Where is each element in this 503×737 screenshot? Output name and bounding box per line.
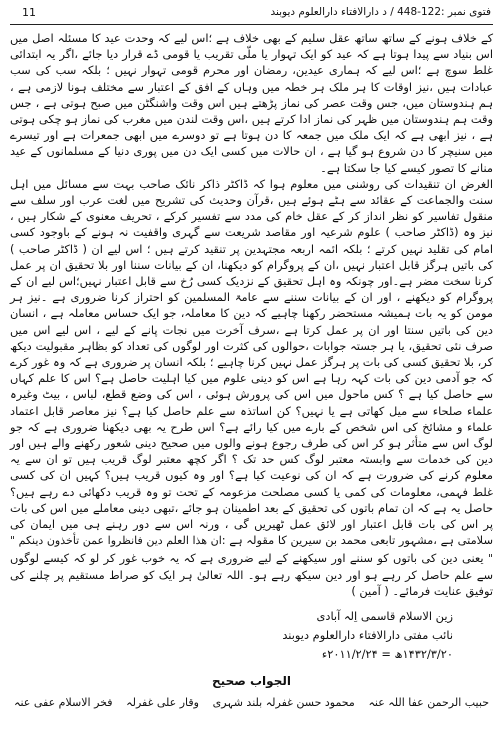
body-paragraph-2 xyxy=(10,176,493,599)
body-paragraph-1: کے خلاف ہونے کے ساتھ ساتھ عقل سلیم کے بھی خلاف ہے ؛اس لیے کہ وحدت عید کا مسئلہ اصل میں اس بنیاد سے پیدا ہوتا ہے کہ عید کو ایک تہوار یا ملّی تقریب یا قومی ڈے قرار دیا جائے ،اگر یہ ابتدائی غلط سوچ ہے ؛اس لیے کہ ہماری عیدین، رمضان اور محرم قومی تہوار نہیں ؛ بلکہ سب کی سب عبادات ہیں ،نیز اوقات کا ہر ملک ہر خطہ میں وہاں کے افق کے اعتبار سے مختلف ہونا لازمی ہے ، ہم ہندوستان میں، جس وقت عصر کی نماز پڑھتے ہیں اس وقت واشنگٹن میں صبح ہوتی ہے ، جس وقت ہم ہندوستان میں ظہر کی نماز ادا کرتے ہیں ،اس وقت لندن میں مغرب کی نماز ہو چکی ہوتی ہے ، نیز ابھی ہے کہ ایک ملک میں جمعہ کا دن ہوتا ہے تو دوسرے میں ابھی جمعرات ہے اور تیسرے میں سنیچر کا دن شروع ہو گیا ہے ، ان حالات میں کسی ایک دن میں پوری دنیا کے مسلمانوں کے عید منانے کا تصور کیسے کیا جا سکتا ہے۔ xyxy=(10,31,493,175)
approver-1: حبیب الرحمن عفا اللہ عنہ xyxy=(368,696,489,710)
approver-3: وقار علی غفرلہ xyxy=(126,696,199,710)
signature-date: ۱۴۳۲/۳/۲۰ھ = ۲۰۱۱/۲/۲۴ء xyxy=(321,647,453,662)
fatwa-reference: فتوی نمبر :122-448 / د دارالافتاء دارالعلوم دیوبند xyxy=(270,6,491,18)
fatwa-body xyxy=(10,30,493,599)
signature-name: زین الاسلام قاسمی اِلہ آبادی xyxy=(316,609,453,624)
header-divider xyxy=(10,24,493,25)
approval-heading: الجواب صحیح xyxy=(212,674,291,689)
page-number: 11 xyxy=(22,6,36,19)
approver-4: فخر الاسلام عفی عنہ xyxy=(14,696,113,710)
page-header xyxy=(10,4,493,22)
body-paragraph-3-text: یعنی دین کی باتوں کو سننے اور سیکھنے کے لیے ضروری ہے کہ یہ خوب غور کر لو کہ کیسے لوگوں سے علم حاصل کر رہے ہو اور دین سیکھ رہے ہو۔ اللہ تعالیٰ ہر ایک کو صراط مستقیم پر چلنے کی توفیق عنایت فرمائے۔ ( آمین ) xyxy=(10,550,493,598)
signature-title: نائب مفتی دارالافتاء دارالعلوم دیوبند xyxy=(282,628,453,643)
approvers-list xyxy=(10,696,493,709)
approver-2: محمود حسن غفرلہ بلند شہری xyxy=(212,696,355,710)
arabic-quote: " ان هذا العلم دين فانظروا عمن تأخذون دينكم " xyxy=(10,534,493,565)
body-paragraph-2-text: الغرض ان تنقیدات کی روشنی میں معلوم ہوا کہ ڈاکٹر ذاکر نائک صاحب بہت سے مسائل میں اہل سنت والجماعت کے عقائد سے ہٹے ہوئے ہیں ،قرآن وحدیث کی تشریح میں لغت عرب اور سلف سے منقول تفاسیر کو نظر انداز کر کے عقل خام کی مدد سے تفسیر کرکے ، تحریف معنوی کے شکار ہیں ، نیز وہ (ڈاکٹر صاحب ) علوم شرعیہ اور مقاصد شریعت سے گہری واقفیت نہ ہونے کے باوجود کسی امام کی تقلید نہیں کرتے ؛ بلکہ ائمہ اربعہ مجتہدین پر تنقید کرتے ہیں ؛ اس لیے ان ( ڈاکٹر صاحب ) کی باتیں ہرگز قابل اعتبار نہیں ،ان کے پروگرام کو دیکھنا، ان کے بیانات سننا اور بلا تحقیق ان پر عمل کرنا سخت مضر ہے۔اور چونکہ وہ اہل تحقیق کے نزدیک کسی رُخ سے قابل اعتبار نہیں؛اس لیے ان کے پروگرام کو دیکھنے ، اور ان کے بیانات سننے سے عامۃ المسلمین کو احتراز کرنا ضروری ہے ۔نیز ہر مومن کو یہ بات ہمیشہ مستحضر رکھنا چاہیے کہ دین کا معاملہ، جو ایک حساس معاملہ ہے ، انسان دین کی باتیں سنتا اور ان پر عمل کرتا ہے ،سرف آخرت میں نجات پانے کے لیے ، اس لیے اس میں صرف نئی تحقیق، یا ہر جستہ جوابات ،حوالوں کی کثرت اور لوگوں کی تعداد کو بظاہر مقبولیت دیکھ کر، بلا تحقیق کسی کی بات پر ہرگز عمل نہیں کرنا چاہیے ؛ بلکہ انسان پر ضروری ہے کہ وہ غور کرے کہ جو آدمی دین کی بات کہہ رہا ہے اس کو دینی علوم میں کیا اہلیت حاصل ہے؟ اس کا علم کہاں سے حاصل کیا ہے ؟ کس ماحول میں اس کی پرورش ہوئی ، اس کی وضع قطع، لباس ، بیٹ وغیرہ علماء صلحاء سے میل کھاتی ہے یا نہیں؟ کن اساتذہ سے علم حاصل کیا ہے؟ نیز معاصر قابل اعتماد علماء و مشائخ کی اس شخص کے بارے میں کیا رائے ہے؟ اس طرح یہ بھی دیکھنا ضروری ہے کہ جو لوگ اس سے متأثر ہو کر اس کی طرف رجوع ہونے والوں میں صحیح دینی شعور رکھنے والے ہیں اور دین کی خدمات سے وابستہ معتبر لوگ کس حد تک ؟ اگر کچھ معتبر لوگ قریب ہیں تو ان سے یہ معلوم کرنے کی ضرورت ہے کہ ان کی نوعیت کیا ہے؟ اور وہ کیوں قریب ہیں؟ کہیں ان کی کسی غلط فہمی، معلومات کی کمی یا کسی مصلحت مزعومہ کے تحت تو وہ قریب دکھائی دے رہے ہیں؟ حاصل یہ ہے کہ ان تمام باتوں کی تحقیق کے بعد اطمینان ہو جائے ،تبھی دینی معاملے میں اس کی بات پر اس کی بات قابل اعتبار اور لائق عمل ٹھیریں گی ، ورنہ اس سے دور رہنے ہی میں ایمان کی سلامتی ہے ،مشہور تابعی محمد بن سیرین کا مقولہ ہے : xyxy=(10,176,494,548)
mufti-signature xyxy=(10,607,493,664)
